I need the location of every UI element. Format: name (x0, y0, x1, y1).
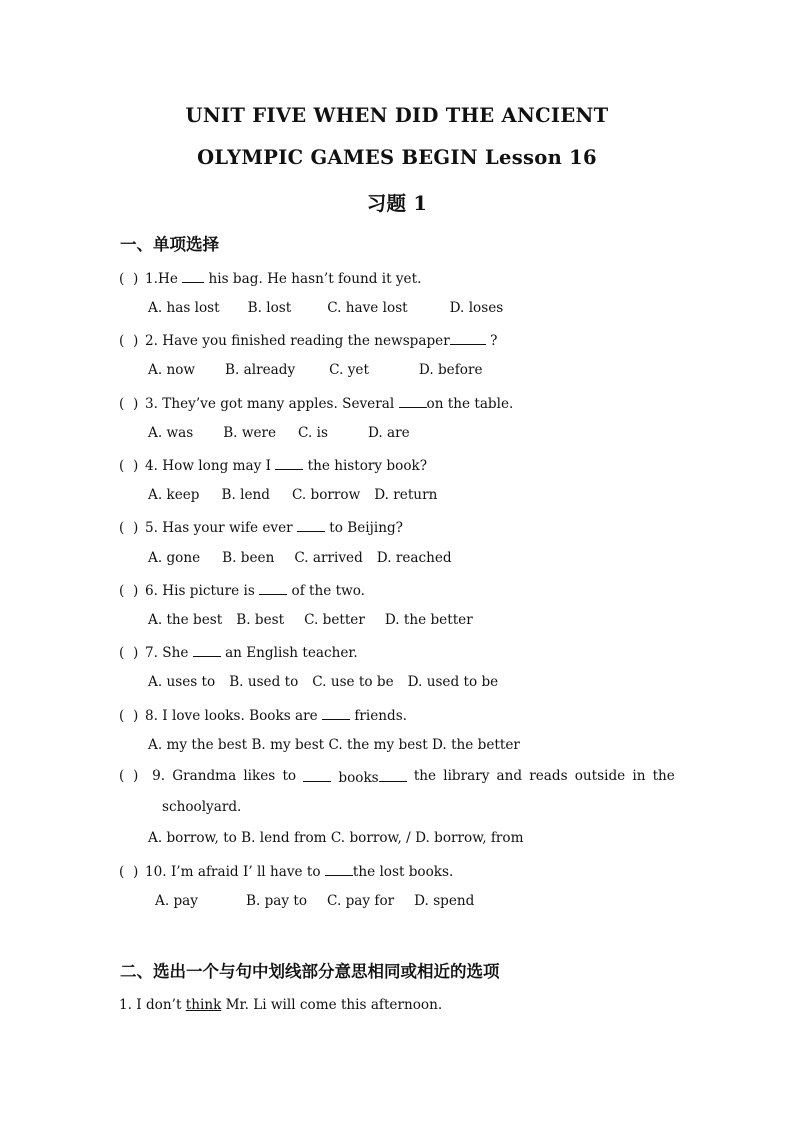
question-2-text-b: ? (490, 333, 498, 349)
section-2-question-1-text-b: Mr. Li will come this afternoon. (225, 997, 443, 1013)
question-3-options (148, 424, 410, 442)
question-1-text-b: his bag. He hasn’t found it yet. (208, 271, 422, 287)
paren-open: ( (119, 708, 125, 724)
option: D. the better (384, 612, 473, 628)
option: D. are (367, 425, 410, 441)
question-4 (119, 455, 427, 475)
option: A. was (148, 425, 194, 441)
option: C. use to be (312, 674, 394, 690)
option: B. used to (229, 674, 299, 690)
question-9-continuation: schoolyard. (162, 799, 242, 815)
question-3-text-b: on the table. (426, 396, 514, 412)
question-1-options (148, 299, 503, 317)
option: D. return (374, 487, 438, 503)
option: B. best (236, 612, 285, 628)
question-9-word: books (338, 770, 379, 786)
title-line-3: 习题 1 (366, 192, 428, 215)
question-10-options (155, 892, 474, 910)
paren-open: ( (119, 333, 125, 349)
answer-blank (297, 517, 325, 532)
question-8 (119, 705, 407, 725)
paren-open: ( (119, 583, 125, 599)
option: D. loses (449, 300, 504, 316)
title-line-2: OLYMPIC GAMES BEGIN Lesson 16 (197, 146, 597, 169)
question-5-options (148, 549, 452, 567)
option: B. already (225, 362, 296, 378)
question-10-text-a: 10. I’m afraid I’ ll have to (145, 864, 321, 880)
section-2-question-1 (119, 996, 442, 1014)
question-9-word: and (496, 768, 523, 784)
question-3-text-a: 3. They’ve got many apples. Several (145, 396, 395, 412)
option: D. used to be (407, 674, 499, 690)
question-8-text-b: friends. (354, 708, 408, 724)
paren-open: ( (119, 458, 125, 474)
title-line-1: UNIT FIVE WHEN DID THE ANCIENT (185, 104, 609, 127)
question-8-text-a: 8. I love looks. Books are (145, 708, 318, 724)
question-1-text-a: 1.He (145, 271, 178, 287)
answer-blank (325, 861, 353, 876)
question-9-word: to (282, 768, 297, 784)
question-9-word: the (413, 768, 437, 784)
question-9-word: outside (574, 768, 626, 784)
question-1 (119, 268, 421, 288)
question-8-options: A. my the best B. my best C. the my best D. the better (148, 737, 520, 753)
question-6 (119, 580, 365, 600)
paren-close: ) (132, 396, 139, 412)
answer-blank (322, 705, 350, 720)
question-5 (119, 517, 403, 537)
question-2-text-a: 2. Have you finished reading the newspaper (145, 333, 450, 349)
question-6-text-a: 6. His picture is (145, 583, 255, 599)
paren-close: ) (132, 583, 139, 599)
paren-close: ) (132, 708, 139, 724)
paren-open: ( (119, 768, 125, 784)
answer-blank (450, 330, 486, 345)
paren-open: ( (119, 396, 125, 412)
answer-blank (182, 268, 204, 283)
answer-blank (275, 455, 303, 470)
question-9-word: the (652, 768, 675, 784)
paren-close: ) (132, 864, 139, 880)
option: C. is (298, 425, 328, 441)
paren-close: ) (132, 768, 139, 784)
question-7 (119, 642, 358, 662)
option: B. lend (221, 487, 270, 503)
option: C. borrow (291, 487, 361, 503)
question-6-text-b: of the two. (291, 583, 366, 599)
question-3 (119, 393, 513, 413)
question-7-options (148, 673, 498, 691)
question-9-word: in (632, 768, 646, 784)
option: D. before (418, 362, 483, 378)
paren-open: ( (119, 520, 125, 536)
option: B. pay to (245, 893, 308, 909)
question-9 (119, 767, 675, 787)
answer-blank (193, 642, 221, 657)
section-2-question-1-text-a: 1. I don’t (119, 997, 182, 1013)
option: B. lost (247, 300, 292, 316)
option: B. were (223, 425, 277, 441)
option: D. reached (376, 550, 452, 566)
option: A. pay (155, 893, 198, 909)
question-4-text-a: 4. How long may I (145, 458, 271, 474)
paren-close: ) (132, 645, 139, 661)
option: C. have lost (327, 300, 408, 316)
answer-blank (259, 580, 287, 595)
question-7-text-a: 7. She (145, 645, 189, 661)
question-5-text-b: to Beijing? (329, 520, 403, 536)
question-2-options (148, 361, 482, 379)
answer-blank (303, 767, 331, 782)
question-6-options (148, 611, 473, 629)
option: D. spend (414, 893, 475, 909)
section-heading-1: 一、单项选择 (120, 235, 219, 254)
option: B. been (222, 550, 275, 566)
question-9-word: likes (243, 768, 276, 784)
question-4-options (148, 486, 437, 504)
option: A. the best (148, 612, 223, 628)
question-9-word: 9. (152, 768, 166, 784)
question-5-text-a: 5. Has your wife ever (145, 520, 293, 536)
option: A. uses to (148, 674, 216, 690)
paren-open: ( (119, 864, 125, 880)
paren-close: ) (132, 458, 139, 474)
answer-blank (399, 393, 427, 408)
option: A. now (148, 362, 196, 378)
answer-blank (379, 767, 407, 782)
option: C. yet (329, 362, 369, 378)
question-9-options: A. borrow, to B. lend from C. borrow, / D. borrow, from (148, 830, 524, 846)
paren-close: ) (132, 333, 139, 349)
option: C. arrived (294, 550, 363, 566)
question-10-text-b: the lost books. (352, 864, 454, 880)
section-heading-2: 二、选出一个与句中划线部分意思相同或相近的选项 (120, 962, 500, 981)
paren-close: ) (132, 271, 139, 287)
underlined-word: think (185, 997, 222, 1013)
question-10 (119, 861, 453, 881)
paren-close: ) (132, 520, 139, 536)
question-9-word: library (443, 768, 490, 784)
question-4-text-b: the history book? (307, 458, 428, 474)
option: C. better (304, 612, 365, 628)
option: A. gone (148, 550, 201, 566)
question-9-word: Grandma (172, 768, 237, 784)
question-7-text-b: an English teacher. (225, 645, 358, 661)
option: A. has lost (148, 300, 220, 316)
option: A. keep (148, 487, 200, 503)
question-9-word: reads (529, 768, 568, 784)
paren-open: ( (119, 271, 125, 287)
paren-open: ( (119, 645, 125, 661)
option: C. pay for (327, 893, 395, 909)
question-2 (119, 330, 497, 350)
